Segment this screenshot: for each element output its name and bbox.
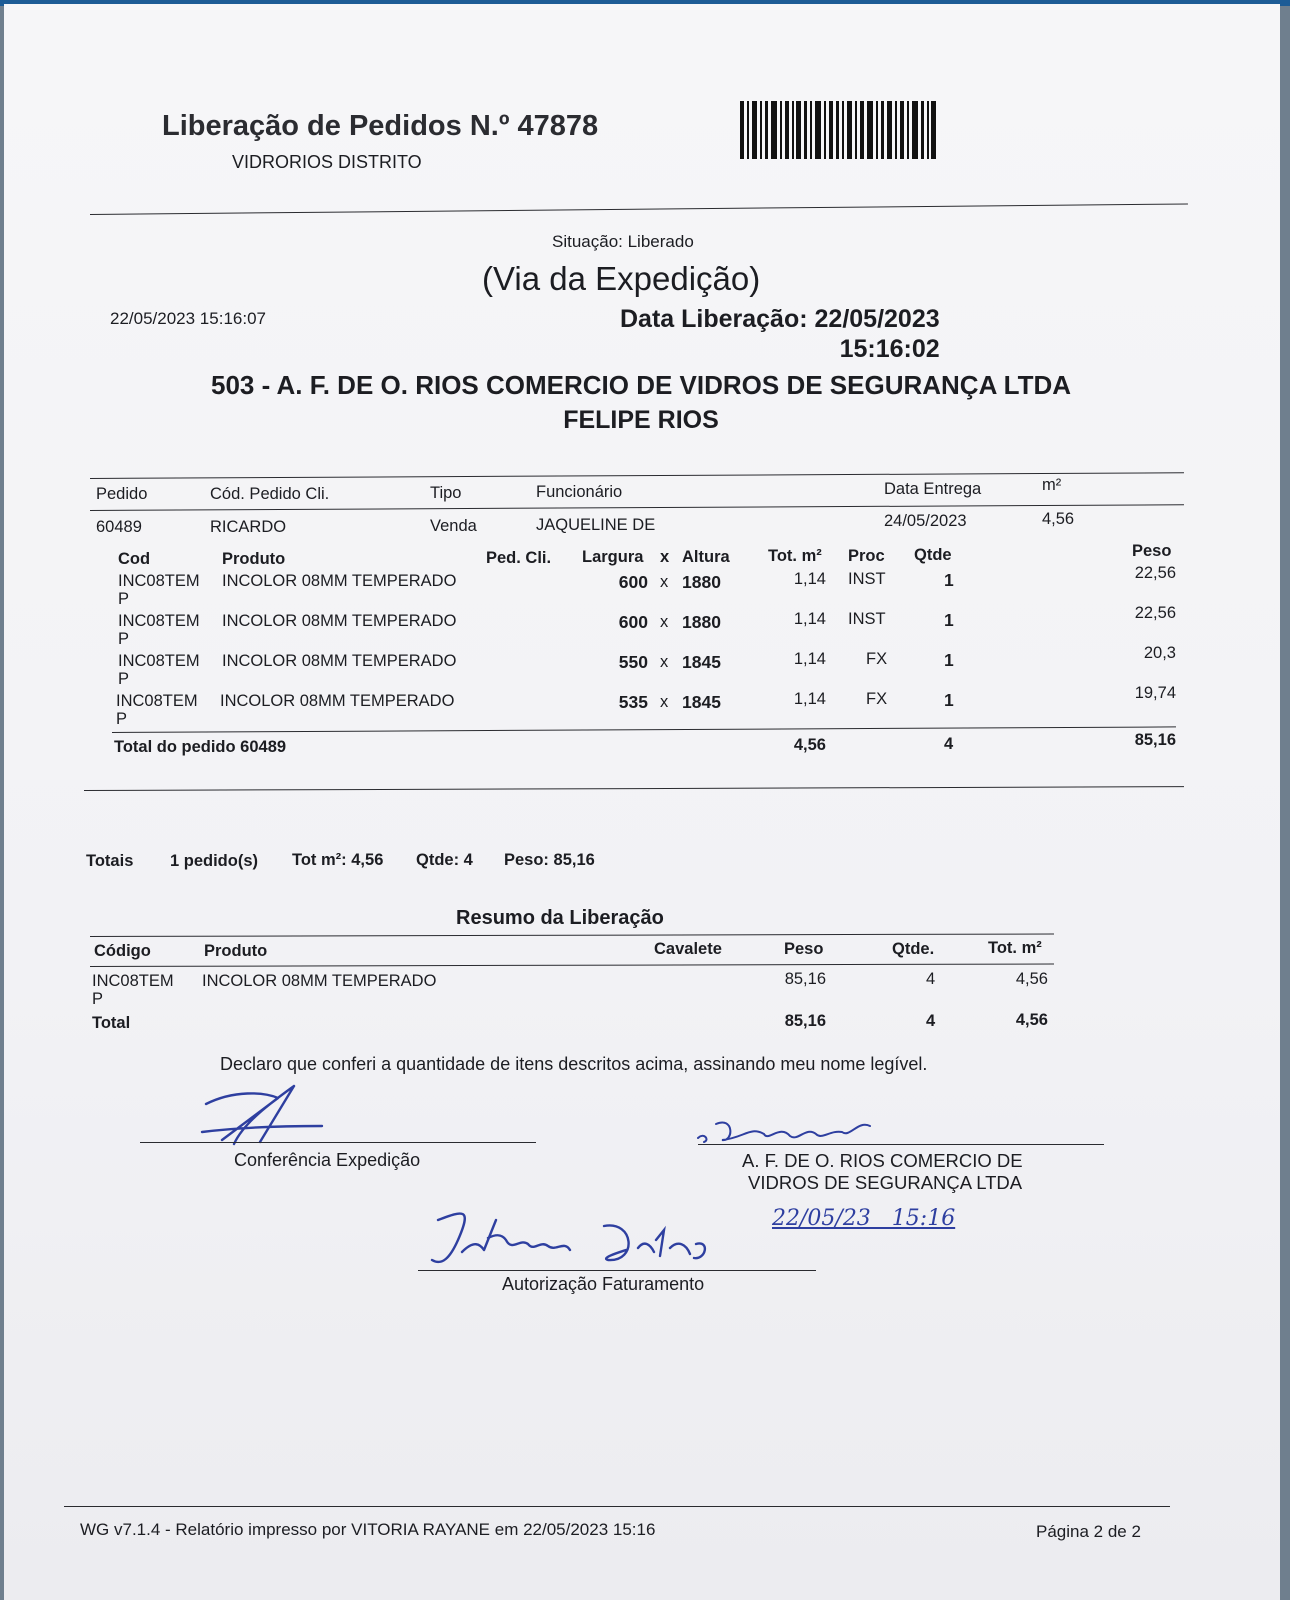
item-row — [4, 644, 1280, 692]
item-cod-wrap: P — [118, 590, 130, 608]
item-tot-m2: 1,14 — [793, 570, 826, 588]
summary-total-tot-m2: 4,56 — [1015, 1011, 1048, 1029]
col-tipo: Tipo — [430, 484, 462, 502]
items-col-qtde: Qtde — [914, 546, 952, 564]
summary-total-peso: 85,16 — [784, 1012, 826, 1030]
order-total-label: Total do pedido 60489 — [114, 738, 287, 756]
summary-total-label: Total — [92, 1014, 131, 1032]
totals-peso: Peso: 85,16 — [504, 851, 595, 869]
order-top-rule — [90, 472, 1184, 479]
item-largura: 600 — [618, 572, 648, 592]
document-title: Liberação de Pedidos N.º 47878 — [162, 110, 599, 142]
signature-line-company — [698, 1144, 1104, 1145]
item-cod: INC08TEM — [118, 652, 200, 670]
footer-printed-by: WG v7.1.4 - Relatório impresso por VITORIA RAYANE em 22/05/2023 15:16 — [80, 1520, 656, 1539]
client-order-code: RICARDO — [210, 518, 287, 536]
totals-label: Totais — [86, 852, 134, 870]
signature-line-autorizacao — [418, 1270, 816, 1271]
footer-rule — [64, 1506, 1170, 1507]
item-tot-m2: 1,14 — [793, 650, 826, 668]
col-data-entrega: Data Entrega — [884, 480, 982, 498]
item-cod: INC08TEM — [116, 692, 198, 710]
item-x: x — [660, 653, 669, 671]
item-qtde: 1 — [944, 570, 954, 590]
item-x: x — [660, 693, 669, 711]
declaration-text: Declaro que conferi a quantidade de itens descritos acima, assinando meu nome legível. — [220, 1054, 928, 1074]
item-altura: 1880 — [682, 612, 721, 632]
item-largura: 535 — [618, 692, 648, 712]
item-tot-m2: 1,14 — [793, 690, 826, 708]
order-header-rule — [90, 504, 1184, 511]
item-proc: INST — [848, 570, 886, 588]
signature-line-conferencia — [140, 1142, 536, 1143]
autorizacao-label: Autorização Faturamento — [502, 1274, 705, 1294]
summary-title: Resumo da Liberação — [456, 907, 664, 929]
release-date — [620, 304, 940, 364]
summary-col-peso: Peso — [784, 940, 824, 958]
item-qtde: 1 — [944, 690, 954, 710]
item-largura: 600 — [618, 612, 648, 632]
items-col-largura: Largura — [582, 548, 644, 566]
document-page — [4, 4, 1280, 1600]
release-date-line2: 15:16:02 — [839, 335, 940, 363]
page-number: Página 2 de 2 — [1036, 1522, 1141, 1541]
item-produto: INCOLOR 08MM TEMPERADO — [222, 652, 457, 670]
conferencia-label: Conferência Expedição — [234, 1150, 421, 1170]
order-total-qtde: 4 — [944, 735, 954, 753]
summary-col-codigo: Código — [94, 942, 151, 960]
status-label: Situação: Liberado — [552, 232, 694, 251]
item-row — [4, 564, 1280, 612]
items-col-produto: Produto — [222, 550, 286, 568]
item-peso: 22,56 — [1134, 604, 1176, 622]
handwritten-date: 22/05/23 15:16 — [772, 1206, 956, 1231]
col-cod-pedido-cli: Cód. Pedido Cli. — [210, 485, 330, 503]
issuer-name: VIDRORIOS DISTRITO — [232, 152, 422, 172]
item-peso: 22,56 — [1134, 564, 1176, 582]
items-col-peso: Peso — [1132, 542, 1172, 560]
header-divider — [90, 203, 1188, 215]
item-produto: INCOLOR 08MM TEMPERADO — [222, 612, 457, 630]
summary-tot-m2: 4,56 — [1015, 970, 1048, 988]
item-altura: 1845 — [682, 652, 721, 672]
summary-col-qtde: Qtde. — [892, 940, 935, 958]
order-m2: 4,56 — [1042, 510, 1075, 528]
item-x: x — [660, 573, 669, 591]
release-date-line1: Data Liberação: 22/05/2023 — [620, 305, 940, 333]
order-type: Venda — [430, 517, 477, 535]
item-produto: INCOLOR 08MM TEMPERADO — [220, 692, 455, 710]
summary-top-rule — [90, 933, 1054, 937]
order-total-peso: 85,16 — [1134, 731, 1176, 749]
col-pedido: Pedido — [96, 485, 148, 503]
item-cod-wrap: P — [118, 670, 130, 688]
company-name-line1: A. F. DE O. RIOS COMERCIO DE — [742, 1150, 1023, 1171]
items-col-altura: Altura — [682, 548, 730, 566]
client-name: 503 - A. F. DE O. RIOS COMERCIO DE VIDROS DE SEGURANÇA LTDA — [210, 370, 1072, 400]
item-proc: FX — [866, 690, 888, 708]
summary-col-cavalete: Cavalete — [654, 940, 722, 958]
summary-codigo-wrap: P — [92, 990, 104, 1008]
print-timestamp: 22/05/2023 15:16:07 — [110, 309, 266, 328]
summary-row — [4, 972, 1280, 1010]
order-total-m2: 4,56 — [793, 736, 826, 754]
item-row — [4, 604, 1280, 652]
summary-qtde: 4 — [926, 970, 936, 988]
summary-total-qtde: 4 — [926, 1012, 936, 1030]
item-cod: INC08TEM — [118, 612, 200, 630]
totals-m2: Tot m²: 4,56 — [292, 851, 384, 869]
item-altura: 1845 — [682, 692, 721, 712]
item-altura: 1880 — [682, 572, 721, 592]
item-proc: INST — [848, 610, 886, 628]
summary-peso: 85,16 — [784, 970, 826, 988]
delivery-date: 24/05/2023 — [884, 512, 967, 530]
summary-produto: INCOLOR 08MM TEMPERADO — [202, 972, 437, 990]
item-x: x — [660, 613, 669, 631]
totals-qtde: Qtde: 4 — [416, 851, 473, 869]
item-tot-m2: 1,14 — [793, 610, 826, 628]
item-produto: INCOLOR 08MM TEMPERADO — [222, 572, 457, 590]
items-col-proc: Proc — [848, 547, 885, 565]
totals-orders: 1 pedido(s) — [170, 852, 259, 870]
item-cod: INC08TEM — [118, 572, 200, 590]
items-col-ped-cli: Ped. Cli. — [486, 549, 552, 567]
item-cod-wrap: P — [118, 630, 130, 648]
barcode — [740, 101, 936, 159]
order-number: 60489 — [96, 518, 142, 536]
client-contact: FELIPE RIOS — [563, 406, 719, 434]
order-bottom-rule — [84, 786, 1184, 791]
item-peso: 20,3 — [1143, 644, 1176, 662]
copy-type: (Via da Expedição) — [482, 260, 761, 297]
item-qtde: 1 — [944, 650, 954, 670]
signature-autorizacao — [424, 1200, 734, 1272]
summary-codigo: INC08TEM — [92, 972, 174, 990]
col-funcionario: Funcionário — [536, 483, 623, 501]
summary-header-rule — [90, 963, 1054, 967]
items-col-cod: Cod — [118, 550, 151, 568]
item-cod-wrap: P — [116, 710, 128, 728]
item-qtde: 1 — [944, 610, 954, 630]
summary-col-produto: Produto — [204, 942, 268, 960]
item-proc: FX — [866, 650, 888, 668]
items-col-tot-m2: Tot. m² — [768, 547, 822, 565]
employee: JAQUELINE DE — [536, 516, 656, 534]
signature-company — [694, 1112, 884, 1148]
col-m2: m² — [1042, 476, 1062, 494]
summary-col-tot-m2: Tot. m² — [988, 939, 1042, 957]
item-largura: 550 — [618, 652, 648, 672]
items-col-x: x — [660, 548, 670, 566]
company-name-line2: VIDROS DE SEGURANÇA LTDA — [748, 1172, 1023, 1193]
item-peso: 19,74 — [1134, 684, 1176, 702]
